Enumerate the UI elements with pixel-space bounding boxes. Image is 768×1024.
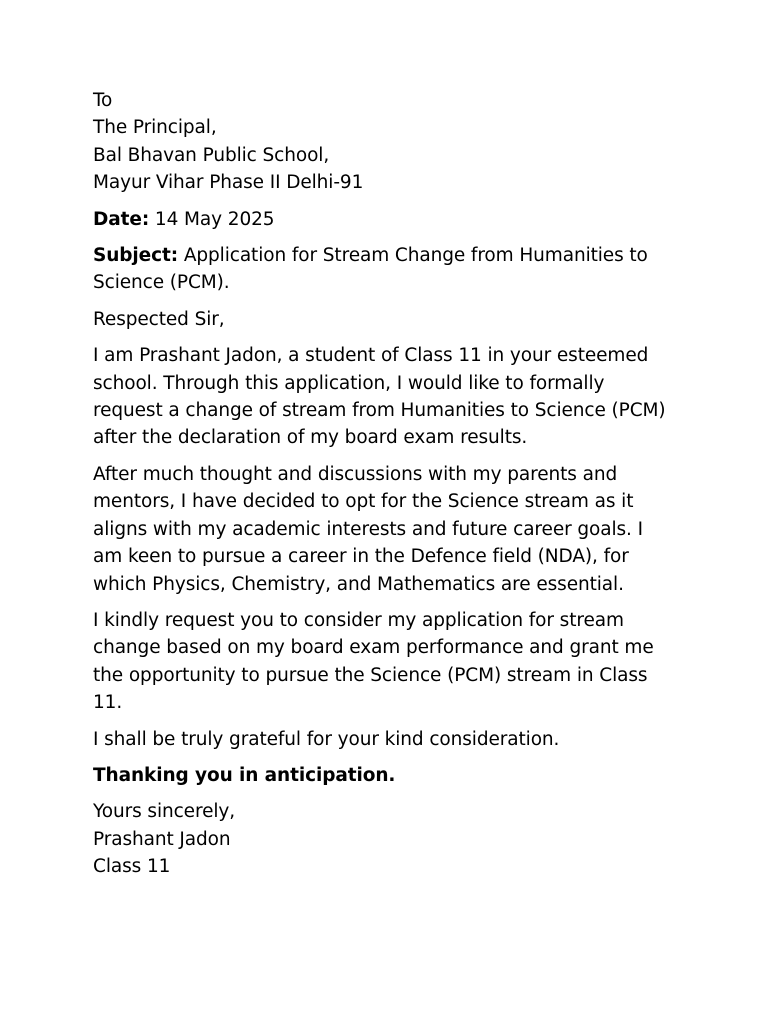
signature-name: Prashant Jadon [93, 828, 231, 850]
address-school: Bal Bhavan Public School, [93, 144, 330, 166]
salutation: Respected Sir, [93, 308, 225, 330]
signature-block [93, 798, 673, 880]
subject-value: Application for Stream Change from Humanities to Science (PCM). [93, 245, 648, 294]
date-value: 14 May 2025 [154, 208, 275, 230]
subject-line [93, 242, 673, 297]
letter [93, 87, 673, 890]
date-line [93, 206, 673, 233]
address-to: To [93, 90, 113, 111]
body-paragraph-1: I am Prashant Jadon, a student of Class 11 in your esteemed school. Through this application, I would like to formally request a change of stream from Humanities to Science (PCM) after the declaration of my board exam results. [93, 345, 666, 449]
body-paragraph-4: I shall be truly grateful for your kind consideration. [93, 728, 560, 750]
signature-class: Class 11 [93, 856, 171, 878]
address-location: Mayur Vihar Phase II Delhi-91 [93, 172, 364, 194]
address-recipient: The Principal, [93, 117, 217, 139]
date-label: Date: [93, 208, 150, 230]
subject-label: Subject: [93, 245, 179, 267]
closing-thanks: Thanking you in anticipation. [93, 764, 396, 786]
signature-closing: Yours sincerely, [93, 801, 236, 823]
body-paragraph-2: After much thought and discussions with my parents and mentors, I have decided to opt for the Science stream as it aligns with my academic interests and future career goals. I am keen to pursue a career in the Defence field (NDA), for which Physics, Chemistry, and Mathematics are essential. [93, 463, 643, 595]
body-paragraph-3: I kindly request you to consider my application for stream change based on my board exam performance and grant me the opportunity to pursue the Science (PCM) stream in Class 11. [93, 609, 654, 714]
address-block [93, 87, 673, 197]
